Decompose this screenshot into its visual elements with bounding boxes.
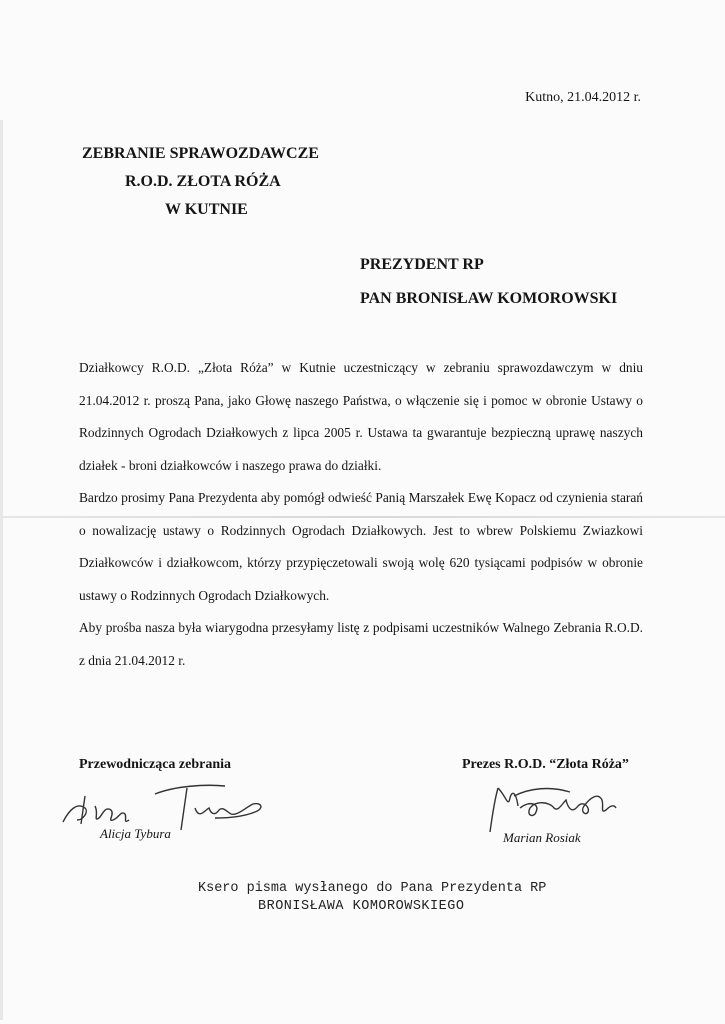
chairwoman-name: Alicja Tybura (100, 826, 171, 841)
body-paragraph-2: Bardzo prosimy Pana Prezydenta aby pomógł odwieść Panią Marszałek Ewę Kopacz od czynienia starań o nowalizację ustawy o Rodzinnych Ogrodach Działkowych. Jest to wbrew Polskiemu Zwiazkowi Działkowców i działkowcom, którzy przypięczetowali swoją wolę 620 tysiącami podpisów w obronie ustawy o Rodzinnych Ogrodach Działkowych. (79, 490, 643, 603)
body-paragraph-1: Działkowcy R.O.D. „Złota Róża” w Kutnie uczestniczący w zebraniu sprawozdawczym w dniu 21.04.2012 r. proszą Pana, jako Głowę naszego Państwa, o włączenie się i pomoc w obronie Ustawy o Rodzinnych Ogrodach Działkowych z lipca 2005 r. Ustawa ta gwarantuje bezpieczną uprawę naszych działek - broni działkowców i naszego prawa do działki. (79, 360, 643, 473)
body-paragraph-3: Aby prośba nasza była wiarygodna przesyłamy listę z podpisami uczestników Walnego Zebrania R.O.D. z dnia 21.04.2012 r. (79, 620, 643, 668)
copy-stamp (198, 880, 546, 916)
sender-heading-line3: W KUTNIE (165, 201, 248, 218)
president-name: Marian Rosiak (503, 830, 581, 845)
addressee-line1: PREZYDENT RP (360, 256, 484, 273)
sender-heading (82, 140, 362, 224)
letter-body (79, 352, 643, 677)
stamp-line1: Ksero pisma wysłanego do Pana Prezydenta RP (198, 881, 547, 896)
stamp-line2: BRONISŁAWA KOMOROWSKIEGO (258, 899, 465, 914)
president-signature (480, 778, 630, 838)
chairwoman-title: Przewodnicząca zebrania (79, 757, 232, 772)
sender-heading-line1: ZEBRANIE SPRAWOZDAWCZE (82, 145, 319, 162)
addressee-block (360, 248, 617, 316)
scan-edge (0, 120, 3, 1020)
president-title: Prezes R.O.D. “Złota Róża” (462, 757, 629, 772)
document-date: Kutno, 21.04.2012 r. (525, 90, 641, 105)
addressee-line2: PAN BRONISŁAW KOMOROWSKI (360, 290, 618, 307)
sender-heading-line2: R.O.D. ZŁOTA RÓŻA (125, 173, 281, 190)
